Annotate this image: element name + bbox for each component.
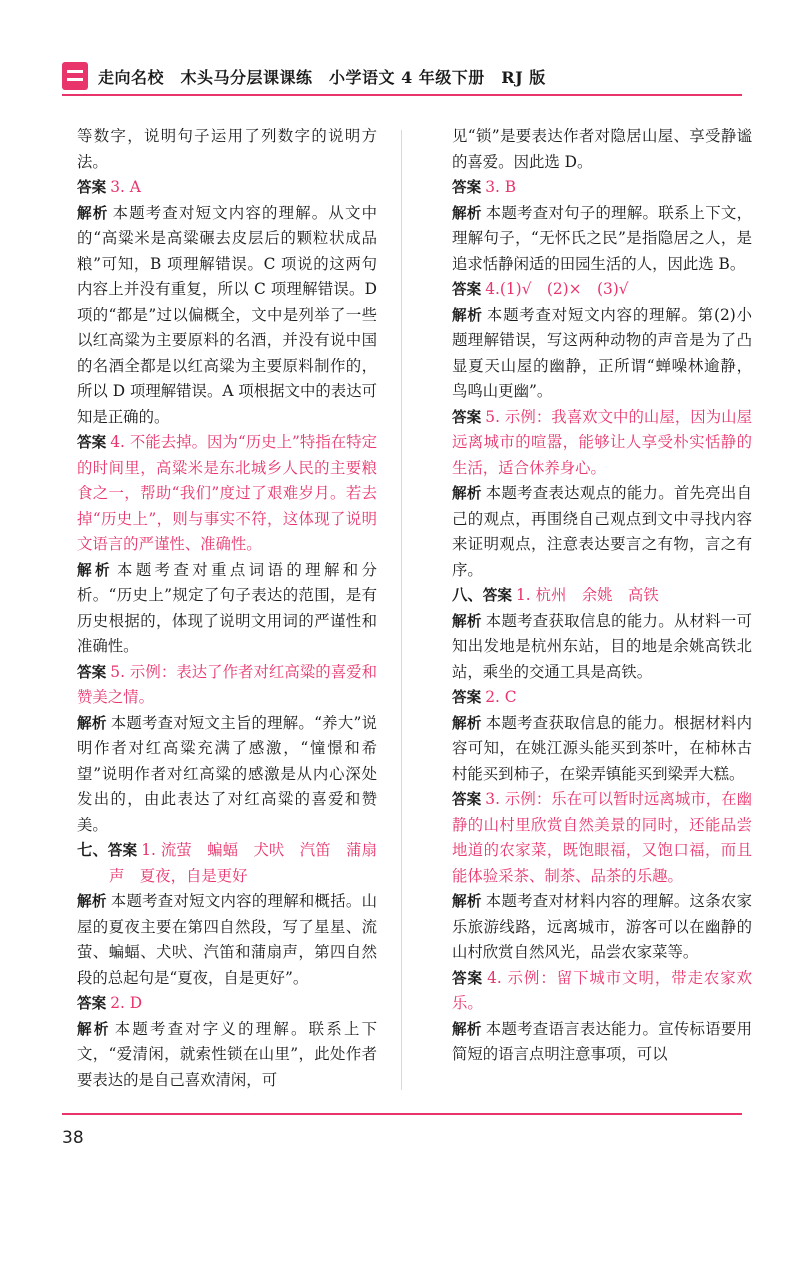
analysis-label: 解析: [77, 893, 107, 910]
answer-text: 2. D: [110, 994, 143, 1012]
analysis-text: 本题考查表达观点的能力。首先亮出自己的观点，再围绕自己观点到文中寻找内容来证明观点，注意表达要言之有物，言之有序。: [452, 484, 752, 579]
analysis-text: 本题考查对字义的理解。联系上下文，“爱清闲，就索性锁在山里”，此处作者要表达的是自己喜欢清闲，可: [77, 1019, 377, 1089]
analysis-text: 本题考查对材料内容的理解。这条农家乐旅游线路，远离城市，游客可以在幽静的山村欣赏自然风光，品尝农家菜等。: [452, 892, 752, 961]
footer-divider: [62, 1113, 742, 1115]
analysis-text: 本题考查语言表达能力。宣传标语要用简短的语言点明注意事项，可以: [452, 1019, 752, 1063]
analysis-item: [77, 889, 377, 991]
answer-item: [452, 277, 752, 303]
analysis-text: 本题考查对短文内容的理解。从文中的“高粱米是高粱碾去皮层后的颗粒状成品粮”可知，B 项理解错误。C 项说的这两句内容上并没有重复，所以 C 项理解错误。D 项的“都是”过以偏概全，文中是列举了一些以红高粱为主要原料的名酒，并没有说中国的名酒全都是以红高粱为主要原料制作的，所以 D 项理解错误。A 项根据文中的表达可知是正确的。: [77, 203, 377, 426]
section-number: 七、: [77, 841, 108, 859]
answer-label: 答案: [482, 587, 512, 604]
analysis-item: [77, 711, 377, 839]
answer-text: 1. 流萤 蝙蝠 犬吠 汽笛 蒲扇声 夏夜，自是更好: [109, 841, 377, 885]
analysis-item: [77, 1017, 377, 1094]
answer-text: 2. C: [485, 688, 517, 706]
analysis-label: 解析: [452, 306, 483, 324]
analysis-text: 本题考查获取信息的能力。根据材料内容可知，在姚江源头能买到茶叶，在柿林古村能买到柿子，在梁弄镇能买到梁弄大糕。: [452, 713, 752, 783]
analysis-label: 解析: [452, 612, 482, 630]
book-logo-icon: [62, 62, 88, 90]
answer-item: [77, 991, 377, 1017]
answer-label: 答案: [452, 179, 482, 196]
answer-text: 3. A: [110, 178, 141, 196]
analysis-label: 解析: [452, 1020, 482, 1038]
page-header: [62, 62, 742, 96]
analysis-label: 解析: [452, 204, 482, 222]
answer-label: 答案: [452, 791, 482, 808]
answer-label: 答案: [77, 179, 107, 196]
answer-label: 答案: [452, 689, 482, 706]
analysis-text: 本题考查对句子的理解。联系上下文，理解句子，“无怀氏之民”是指隐居之人，是追求恬静闲适的田园生活的人，因此选 B。: [452, 203, 752, 273]
answer-label: 答案: [452, 281, 482, 298]
answer-text: 4. 示例：留下城市文明，带走农家欢乐。: [452, 968, 752, 1012]
left-column: [77, 124, 377, 1093]
answer-item: [77, 175, 377, 201]
analysis-item: [452, 1017, 752, 1068]
answer-item: [452, 405, 752, 482]
analysis-text: 本题考查对短文主旨的理解。“养大”说明作者对红高粱充满了感激，“憧憬和希望”说明作者对红高粱的感激是从内心深处发出的，由此表达了对红高粱的喜爱和赞美。: [77, 713, 377, 834]
answer-item: [452, 175, 752, 201]
answer-item: [77, 838, 377, 889]
paragraph-body: 见“锁”是要表达作者对隐居山屋、享受静谧的喜爱。因此选 D。: [452, 127, 752, 171]
analysis-label: 解析: [77, 204, 109, 222]
analysis-item: [452, 481, 752, 583]
analysis-label: 解析: [452, 714, 482, 732]
answer-item: [452, 583, 752, 609]
analysis-item: [77, 201, 377, 431]
answer-item: [452, 685, 752, 711]
answer-label: 答案: [77, 995, 107, 1012]
answer-text: 3. 示例：乐在可以暂时远离城市，在幽静的山村里欣赏自然美景的同时，还能品尝地道的农家菜，既饱眼福，又饱口福，而且能体验采茶、制茶、品茶的乐趣。: [452, 790, 752, 885]
answer-item: [77, 660, 377, 711]
analysis-label: 解析: [77, 561, 114, 579]
answer-label: 答案: [452, 969, 484, 987]
column-divider: [401, 130, 402, 1090]
answer-label: 答案: [107, 842, 138, 859]
analysis-label: 解析: [77, 1020, 111, 1038]
section-number: 八、: [452, 586, 483, 604]
analysis-item: [452, 609, 752, 686]
right-column: [452, 124, 752, 1068]
analysis-text: 本题考查对短文内容的理解和概括。山屋的夏夜主要在第四自然段，写了星星、流萤、蝙蝠、犬吠、汽笛和蒲扇声，第四自然段的总起句是“夏夜，自是更好”。: [77, 892, 377, 987]
answer-item: [452, 966, 752, 1017]
analysis-label: 解析: [77, 714, 107, 732]
answer-label: 答案: [77, 434, 107, 451]
analysis-text: 本题考查对重点词语的理解和分析。“历史上”规定了句子表达的范围，是有历史根据的，体现了说明文用词的严谨性和准确性。: [77, 560, 377, 655]
answer-item: [77, 430, 377, 558]
paragraph-body: 等数字，说明句子运用了列数字的说明方法。: [77, 127, 377, 171]
analysis-item: [452, 711, 752, 788]
analysis-label: 解析: [452, 893, 482, 910]
analysis-item: [452, 303, 752, 405]
header-divider: [62, 94, 742, 96]
header-title: 走向名校 木头马分层课课练 小学语文 4 年级下册 RJ 版: [98, 68, 546, 87]
paragraph-text: [77, 124, 377, 175]
analysis-item: [452, 201, 752, 278]
analysis-item: [452, 889, 752, 966]
answer-text: 5. 示例：我喜欢文中的山屋，因为山屋远离城市的喧嚣，能够让人享受朴实恬静的生活，适合休养身心。: [452, 407, 752, 477]
answer-text: 4. 不能去掉。因为“历史上”特指在特定的时间里，高粱米是东北城乡人民的主要粮食之一，帮助“我们”度过了艰难岁月。若去掉“历史上”，则与事实不符，这体现了说明文语言的严谨性、准确性。: [77, 433, 377, 553]
answer-text: 5. 示例：表达了作者对红高粱的喜爱和赞美之情。: [77, 662, 377, 706]
answer-text: 1. 杭州 余姚 高铁: [516, 586, 659, 604]
analysis-label: 解析: [452, 485, 482, 502]
answer-label: 答案: [77, 663, 107, 681]
analysis-item: [77, 558, 377, 660]
answer-item: [452, 787, 752, 889]
answer-text: 4.(1)√ (2)× (3)√: [485, 280, 629, 298]
answer-text: 3. B: [485, 178, 517, 196]
answer-label: 答案: [452, 408, 482, 426]
page-number: 38: [62, 1128, 84, 1148]
analysis-text: 本题考查对短文内容的理解。第(2)小题理解错误，写这两种动物的声音是为了凸显夏天山屋的幽静，正所谓“蝉噪林逾静，鸟鸣山更幽”。: [452, 305, 752, 400]
analysis-text: 本题考查获取信息的能力。从材料一可知出发地是杭州东站，目的地是余姚高铁北站，乘坐的交通工具是高铁。: [452, 611, 752, 681]
paragraph-text: [452, 124, 752, 175]
